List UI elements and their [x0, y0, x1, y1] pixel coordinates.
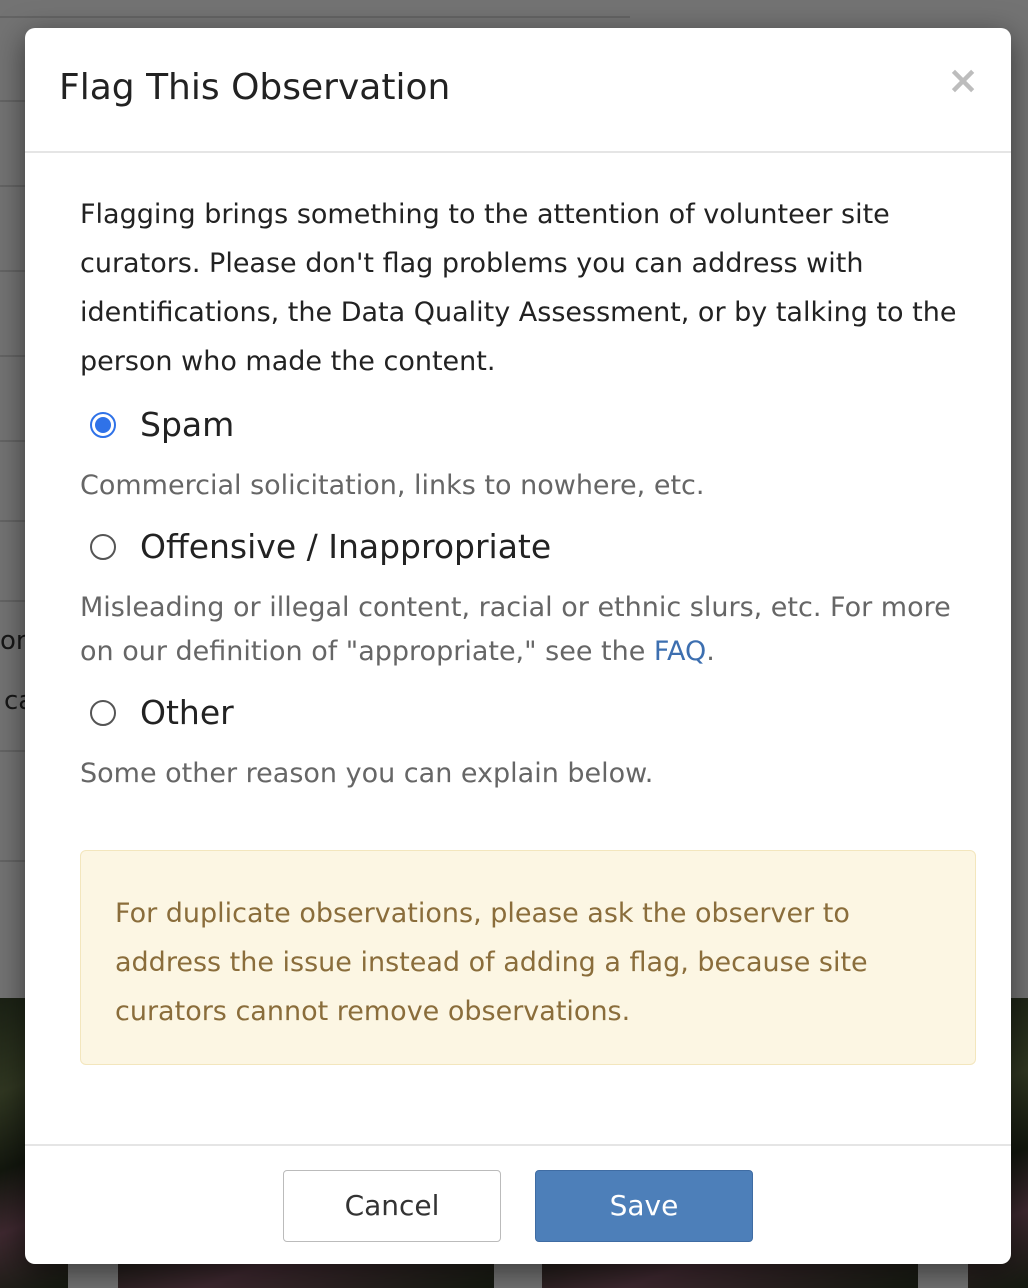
flag-option-other[interactable] — [80, 688, 980, 744]
save-button[interactable]: Save — [535, 1170, 753, 1242]
intro-text: Flagging brings something to the attention of volunteer site curators. Please don't flag problems you can address with identifications, the Data Quality Assessment, or by talking to the person who made the content. — [80, 199, 957, 377]
duplicate-notice-text: For duplicate observations, please ask the observer to address the issue instead of adding a flag, because site curators cannot remove observations. — [115, 898, 868, 1027]
cancel-button[interactable]: Cancel — [283, 1170, 501, 1242]
option-description-other: Some other reason you can explain below. — [80, 758, 654, 789]
option-label-other[interactable]: Other — [140, 693, 234, 732]
flag-option-offensive[interactable] — [80, 522, 980, 578]
radio-offensive[interactable] — [90, 534, 116, 560]
option-description-offensive — [80, 586, 980, 674]
radio-spam[interactable] — [90, 412, 116, 438]
modal-title: Flag This Observation — [59, 67, 451, 108]
option-label-spam[interactable]: Spam — [140, 405, 235, 444]
modal-header — [25, 28, 1011, 153]
close-icon[interactable]: × — [947, 58, 979, 102]
faq-link[interactable]: FAQ — [653, 636, 707, 667]
modal-body — [80, 190, 980, 796]
flag-observation-modal — [25, 28, 1011, 1264]
option-description-offensive-end: . — [706, 636, 715, 667]
modal-footer — [25, 1144, 1011, 1264]
radio-other[interactable] — [90, 700, 116, 726]
flag-option-spam[interactable] — [80, 400, 980, 456]
option-description-offensive-text: Misleading or illegal content, racial or ethnic slurs, etc. For more on our definition of "appropriate," see the — [80, 592, 951, 667]
duplicate-notice — [80, 850, 976, 1065]
option-label-offensive[interactable]: Offensive / Inappropriate — [140, 527, 552, 566]
option-description-spam: Commercial solicitation, links to nowhere, etc. — [80, 470, 705, 501]
